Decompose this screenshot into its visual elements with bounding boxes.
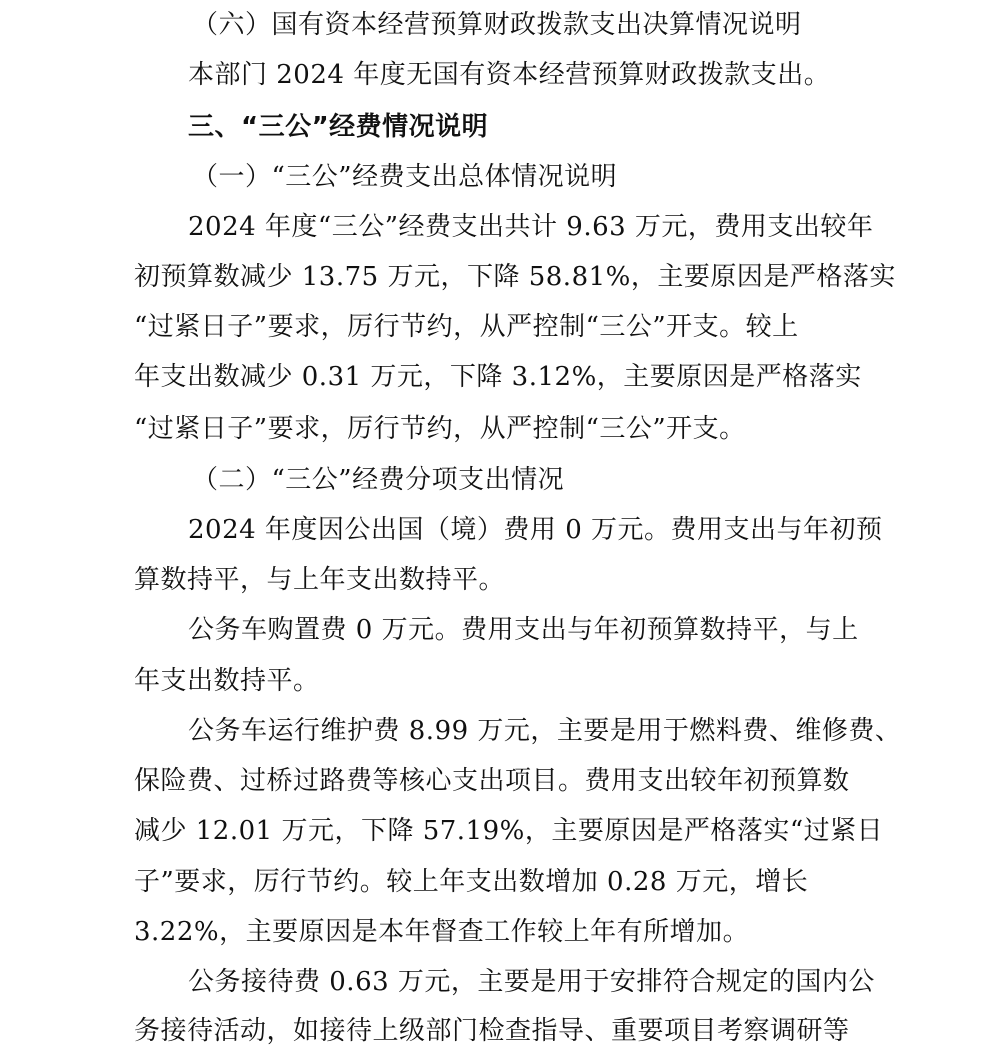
chapter-heading-3: 三、“三公”经费情况说明 xyxy=(188,112,489,142)
paragraph-line: 务接待活动，如接待上级部门检查指导、重要项目考察调研等 xyxy=(134,1016,850,1046)
subsection-heading-1: （一）“三公”经费支出总体情况说明 xyxy=(192,162,618,192)
paragraph-line: 2024 年度因公出国（境）费用 0 万元。费用支出与年初预 xyxy=(188,515,883,545)
paragraph-line: 3.22%，主要原因是本年督查工作较上年有所增加。 xyxy=(134,917,750,947)
paragraph-line: 保险费、过桥过路费等核心支出项目。费用支出较年初预算数 xyxy=(134,766,850,796)
paragraph-line: 公务车运行维护费 8.99 万元，主要是用于燃料费、维修费、 xyxy=(188,716,902,746)
paragraph-line: 公务车购置费 0 万元。费用支出与年初预算数持平，与上 xyxy=(188,615,859,645)
paragraph-line: “过紧日子”要求，厉行节约，从严控制“三公”开支。 xyxy=(134,414,746,444)
paragraph-line: 本部门 2024 年度无国有资本经营预算财政拨款支出。 xyxy=(188,60,831,90)
section-heading-6: （六）国有资本经营预算财政拨款支出决算情况说明 xyxy=(192,10,802,40)
subsection-heading-2: （二）“三公”经费分项支出情况 xyxy=(192,465,565,495)
paragraph-line: 公务接待费 0.63 万元，主要是用于安排符合规定的国内公 xyxy=(188,967,875,997)
paragraph-line: 年支出数持平。 xyxy=(134,666,320,696)
paragraph-line: “过紧日子”要求，厉行节约，从严控制“三公”开支。较上 xyxy=(134,312,799,342)
paragraph-line: 2024 年度“三公”经费支出共计 9.63 万元，费用支出较年 xyxy=(188,212,874,242)
paragraph-line: 减少 12.01 万元，下降 57.19%，主要原因是严格落实“过紧日 xyxy=(134,816,884,846)
paragraph-line: 初预算数减少 13.75 万元，下降 58.81%，主要原因是严格落实 xyxy=(134,262,896,292)
paragraph-line: 算数持平，与上年支出数持平。 xyxy=(134,565,506,595)
paragraph-line: 子”要求，厉行节约。较上年支出数增加 0.28 万元，增长 xyxy=(134,867,809,897)
paragraph-line: 年支出数减少 0.31 万元，下降 3.12%，主要原因是严格落实 xyxy=(134,362,862,392)
